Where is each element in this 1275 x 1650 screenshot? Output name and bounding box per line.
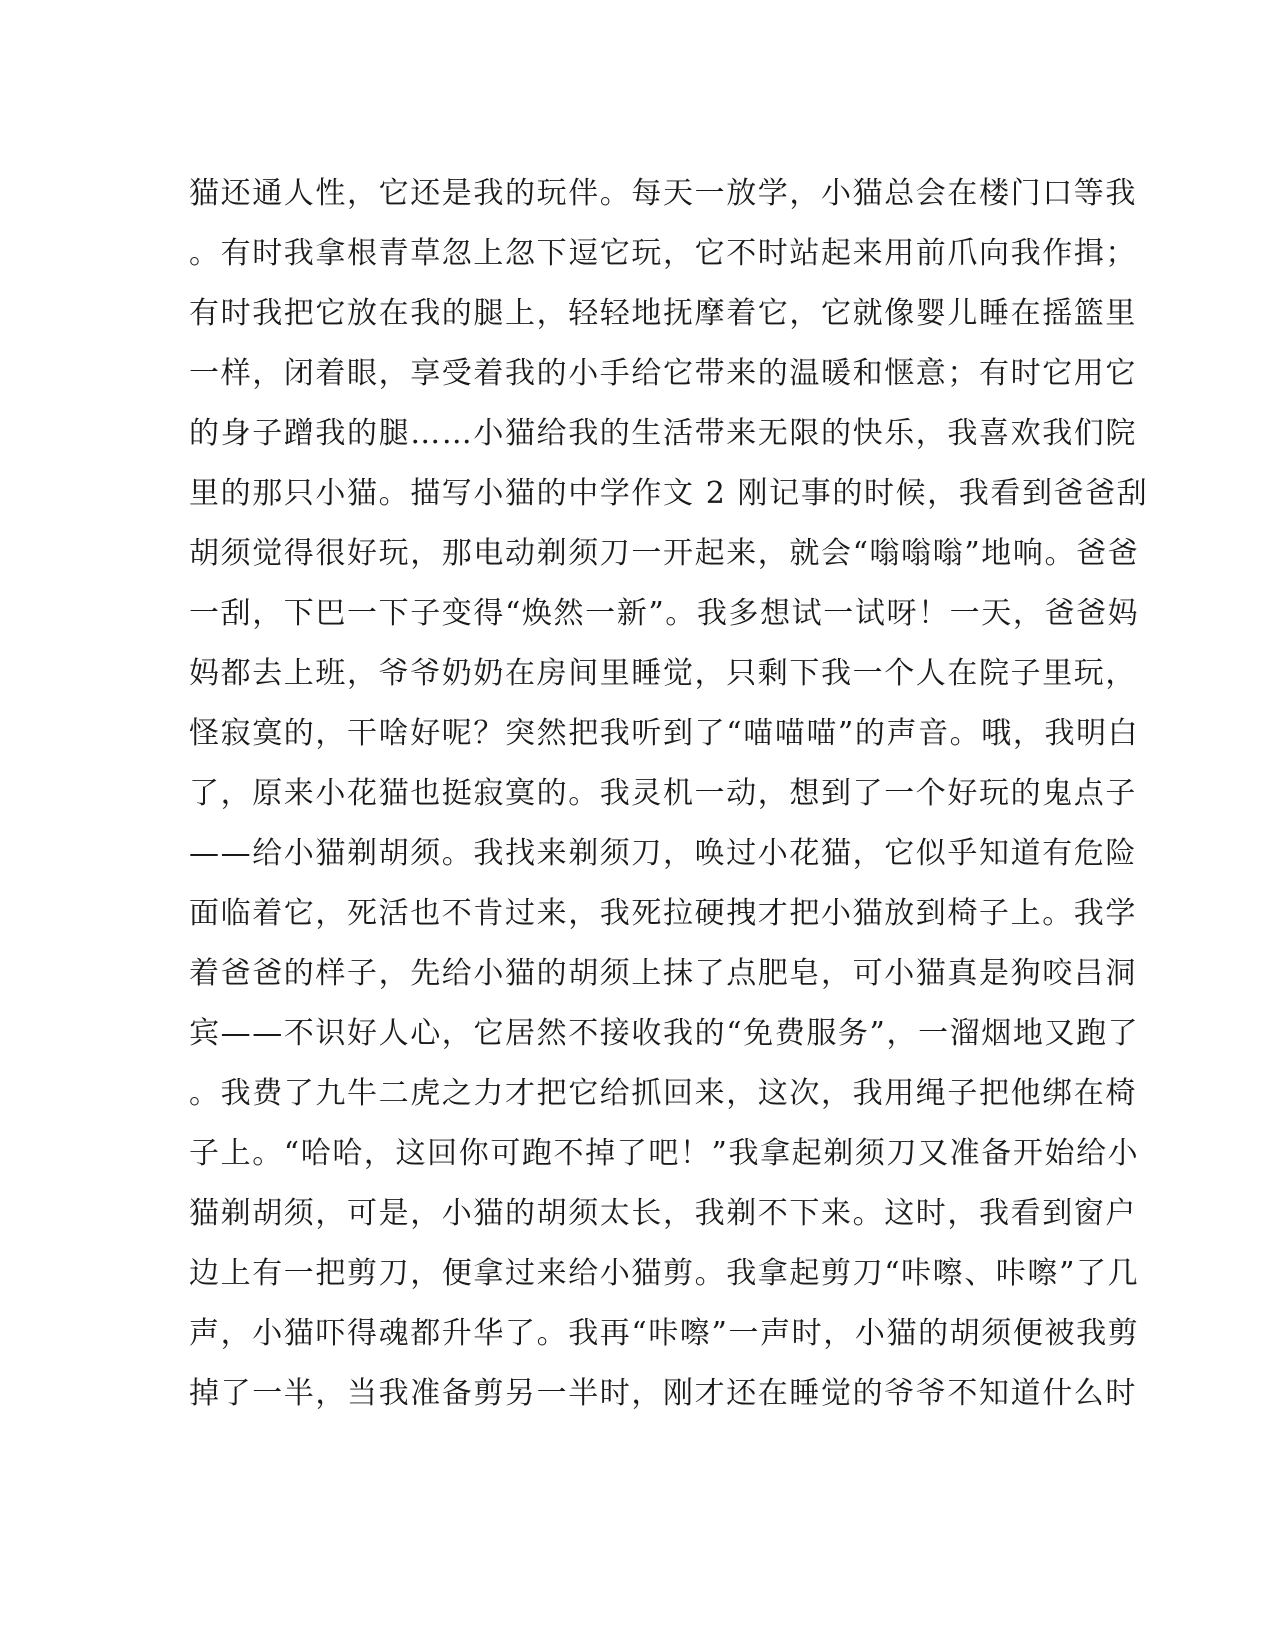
- text-line: 了，原来小花猫也挺寂寞的。我灵机一动，想到了一个好玩的鬼点子: [189, 776, 1137, 811]
- text-line: 面临着它，死活也不肯过来，我死拉硬拽才把小猫放到椅子上。我学: [189, 896, 1137, 931]
- text-line: 子上。“哈哈，这回你可跑不掉了吧！”我拿起剃须刀又准备开始给小: [189, 1136, 1140, 1171]
- text-line: 的身子蹭我的腿……小猫给我的生活带来无限的快乐，我喜欢我们院: [189, 416, 1137, 451]
- text-line: 一刮，下巴一下子变得“焕然一新”。我多想试一试呀！一天，爸爸妈: [189, 596, 1140, 631]
- text-line: 。我费了九牛二虎之力才把它给抓回来，这次，我用绳子把他绑在椅: [189, 1076, 1137, 1111]
- text-line: 宾——不识好人心，它居然不接收我的“免费服务”，一溜烟地又跑了: [189, 1016, 1140, 1051]
- text-line: 。有时我拿根青草忽上忽下逗它玩，它不时站起来用前爪向我作揖；: [189, 236, 1137, 271]
- text-line: 胡须觉得很好玩，那电动剃须刀一开起来，就会“嗡嗡嗡”地响。爸爸: [189, 536, 1140, 571]
- text-line: 有时我把它放在我的腿上，轻轻地抚摩着它，它就像婴儿睡在摇篮里: [189, 296, 1137, 331]
- text-line: 里的那只小猫。描写小猫的中学作文 2 刚记事的时候，我看到爸爸刮: [189, 476, 1149, 511]
- text-line: 边上有一把剪刀，便拿过来给小猫剪。我拿起剪刀“咔嚓、咔嚓”了几: [189, 1256, 1140, 1291]
- text-line: 掉了一半，当我准备剪另一半时，刚才还在睡觉的爷爷不知道什么时: [189, 1376, 1137, 1411]
- text-line: 猫剃胡须，可是，小猫的胡须太长，我剃不下来。这时，我看到窗户: [189, 1196, 1137, 1231]
- text-line: 声，小猫吓得魂都升华了。我再“咔嚓”一声时，小猫的胡须便被我剪: [189, 1316, 1140, 1351]
- text-line: ——给小猫剃胡须。我找来剃须刀，唤过小花猫，它似乎知道有危险: [189, 836, 1137, 871]
- body-text: [189, 164, 1149, 1424]
- text-line: 妈都去上班，爷爷奶奶在房间里睡觉，只剩下我一个人在院子里玩，: [189, 656, 1137, 691]
- text-line: 着爸爸的样子，先给小猫的胡须上抹了点肥皂，可小猫真是狗咬吕洞: [189, 956, 1137, 991]
- text-line: 一样，闭着眼，享受着我的小手给它带来的温暖和惬意；有时它用它: [189, 356, 1137, 391]
- text-line: 猫还通人性，它还是我的玩伴。每天一放学，小猫总会在楼门口等我: [189, 176, 1137, 211]
- text-line: 怪寂寞的，干啥好呢？突然把我听到了“喵喵喵”的声音。哦，我明白: [189, 716, 1140, 751]
